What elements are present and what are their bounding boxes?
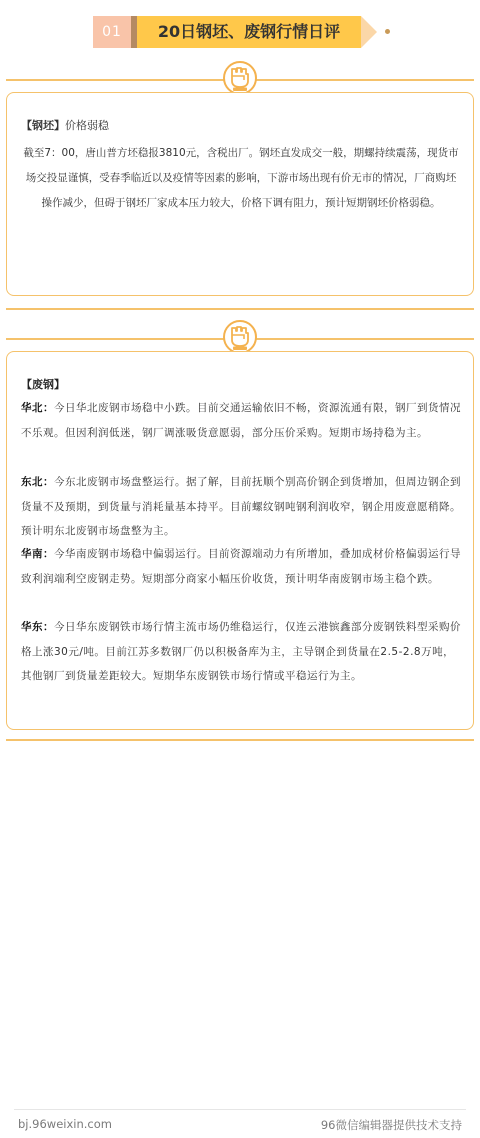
section-header xyxy=(93,16,393,48)
section-title: 20日钢坯、废钢行情日评 xyxy=(137,16,361,48)
billet-paragraph: 截至7：00，唐山普方坯稳报3810元，含税出厂。钢坯直发成交一般，期螺持续震荡，现货市场交投显谨慎，受春季临近以及疫情等因素的影响，下游市场出现有价无市的情况，厂商购坯操作减少，但碍于钢坯厂家成本压力较大，价格下调有阻力，预计短期钢坯价格弱稳。 xyxy=(23,147,459,209)
region-text: 今华南废钢市场稳中偏弱运行。目前资源端动力有所增加，叠加成材价格偏弱运行导致利润端利空废钢走势。短期部分商家小幅压价收货，预计明华南废钢市场主稳个跌。 xyxy=(21,548,461,585)
region-text: 今日华东废钢铁市场行情主流市场仍维稳运行，仅连云港镔鑫部分废钢铁料型采购价格上涨30元/吨。目前江苏多数钢厂仍以积极备库为主，主导钢企到货量在2.5-2.8万吨，其他钢厂到货量差距较大。短期华东废钢铁市场行情或平稳运行为主。 xyxy=(21,621,461,682)
region-name: 华北： xyxy=(21,402,54,414)
footer-credit: 96微信编辑器提供技术支持 xyxy=(320,1118,462,1132)
footer-divider xyxy=(14,1109,466,1110)
region-paragraph xyxy=(21,615,461,689)
region-paragraph xyxy=(21,470,461,544)
billet-heading xyxy=(21,117,109,133)
header-dot xyxy=(385,29,390,34)
section-rule xyxy=(6,739,474,741)
region-text: 今东北废钢市场盘整运行。据了解，目前抚顺个别高价钢企到货增加，但周边钢企到货量不及预期，到货量与消耗量基本持平。目前螺纹钢吨钢利润收窄，钢企用废意愿稍降。预计明东北废钢市场盘整为主。 xyxy=(21,476,461,537)
section-rule xyxy=(6,308,474,310)
region-name: 东北： xyxy=(21,476,54,488)
scrap-heading: 【废钢】 xyxy=(21,378,65,391)
region-paragraph xyxy=(21,396,461,445)
section-number: 01 xyxy=(93,16,131,48)
region-name: 华南： xyxy=(21,548,54,560)
footer-site-link[interactable]: bj.96weixin.com xyxy=(18,1117,112,1131)
region-name: 华东： xyxy=(21,621,54,633)
fist-icon xyxy=(223,61,257,95)
region-text: 今日华北废钢市场稳中小跌。目前交通运输依旧不畅，资源流通有限，钢厂到货情况不乐观。但因利润低迷，钢厂调涨吸货意愿弱，部分压价采购。短期市场持稳为主。 xyxy=(21,402,461,439)
billet-card xyxy=(6,92,474,296)
billet-label: 【钢坯】 xyxy=(21,119,65,132)
billet-subtitle: 价格弱稳 xyxy=(65,119,109,132)
header-arrow xyxy=(361,16,377,48)
scrap-card xyxy=(6,351,474,730)
fist-icon xyxy=(223,320,257,354)
region-paragraph xyxy=(21,542,461,591)
